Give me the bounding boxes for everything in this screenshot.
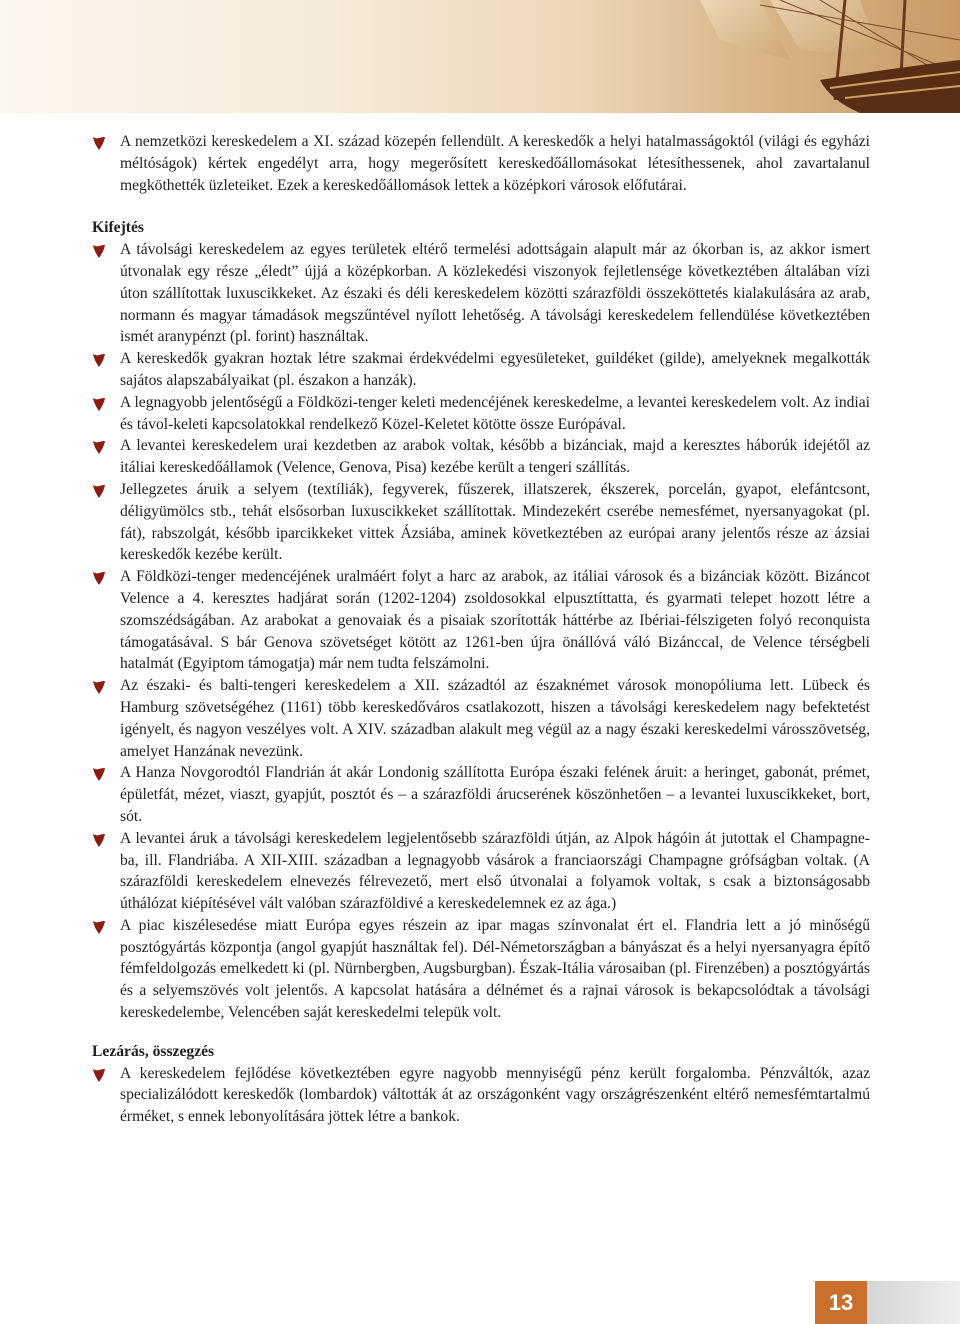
list-item-text: A Hanza Novgorodtól Flandrián át akár Londonig szállította Európa északi felének áruit: a heringet, gabonát, prémet, épületfát, mézet, viaszt, gyapjút, posztót és – a szárazföldi árucserének köszönhetően – a levantei luxuscikkeket, bort, sót. — [120, 764, 870, 825]
list-item — [92, 566, 870, 675]
list-item-text: A legnagyobb jelentőségű a Földközi-tenger keleti medencéjének kereskedelme, a levantei kereskedelem volt. Az indiai és távol-keleti kapcsolatokkal rendelkező Közel-Keletet kötötte össze Európával. — [120, 393, 870, 433]
list-item — [92, 239, 870, 348]
bullet-icon — [92, 354, 106, 367]
ship-illustration — [0, 0, 960, 113]
bullet-icon — [92, 137, 106, 150]
bullet-icon — [92, 768, 106, 781]
bullet-icon — [92, 245, 106, 258]
list-item-text: A piac kiszélesedése miatt Európa egyes részein az ipar magas színvonalat ért el. Flandria lett a jó minőségű posztógyártás központja (angol gyapjút használtak fel). Dél-Németországban a bányászat és a helyi nyersanyagra építő fémfeldolgozás emelkedett ki (pl. Nürnbergben, Augsburgban). Észak-Itália városaiban (pl. Firenzében) a posztógyártás és a selyemszövés volt jelentős. A kapcsolat hatására a délnémet és a rajnai városok is bekapcsolódtak a távolsági kereskedelembe, Velencében saját kereskedelmi telepük volt. — [120, 916, 870, 1022]
section-heading-lezaras: Lezárás, összegzés — [92, 1042, 215, 1060]
bullet-icon — [92, 921, 106, 934]
bullet-icon — [92, 681, 106, 694]
list-item-text: A kereskedelem fejlődése következtében egyre nagyobb mennyiségű pénz került forgalomba. Pénzváltók, azaz specializálódott kereskedők (lombardok) váltották át az országonként vagy országrészenként eltérő nemesfémtartalmú érméket, s ennek lebonyolítására jöttek létre a bankok. — [120, 1064, 870, 1126]
list-item-text: A levantei áruk a távolsági kereskedelem legjelentősebb szárazföldi útján, az Alpok hágóin át jutottak el Champagne-ba, ill. Flandriába. A XII-XIII. században a legnagyobb vásárok a franciaországi Champagne grófságban voltak. (A szárazföldi kereskedelem elnevezés félrevezető, mert első útvonalai a folyamok voltak, s csak a biztonságosabb úthálózat kiépítésével vált valóban szárazföldivé a kereskedelemnek ez az ága.) — [120, 829, 870, 913]
list-item — [92, 675, 870, 762]
page-number: 13 — [815, 1281, 867, 1324]
list-item-text: Az északi- és balti-tengeri kereskedelem a XII. századtól az északnémet városok monopóliuma lett. Lübeck és Hamburg szövetségéhez (1161) több kereskedőváros csatlakozott, hiszen a távolsági kereskedelem nagy befektetést igényelt, és nagyon veszélyes volt. A XIV. században alakult meg végül az a nagy északi kereskedelmi városszövetség, amelyet Hanzának nevezünk. — [120, 677, 870, 760]
list-item-text: Jellegzetes áruik a selyem (textíliák), fegyverek, fűszerek, illatszerek, ékszerek, porcelán, gyapot, elefántcsont, déligyümölcs stb., tehát elsősorban luxuscikkeket szállítottak. Mindezekért cserébe nemesfémet, nyersanyagokat (pl. fát), rabszolgát, később iparcikkeket vittek Ázsiába, aminek következtében az európai arany jelentős része az ázsiai kereskedők kezébe került. — [120, 480, 870, 564]
page-number-strip — [867, 1281, 960, 1324]
intro-paragraph — [92, 131, 870, 196]
list-item — [92, 915, 870, 1024]
intro-text: A nemzetközi kereskedelem a XI. század közepén fellendült. A kereskedők a helyi hatalmasságoktól (világi és egyházi méltóságok) kértek engedélyt arra, hogy megerősített kereskedőállomásokat létesíthessenek, ahol zavartalanul megköthették üzleteiket. Ezek a kereskedőállomások lettek a középkori városok előfutárai. — [120, 133, 870, 194]
bullet-icon — [92, 572, 106, 585]
list-item-text: A levantei kereskedelem urai kezdetben az arabok voltak, később a bizánciak, majd a keresztes háborúk idejétől az itáliai kereskedőállamok (Velence, Genova, Pisa) kezébe került a tengeri szállítás. — [120, 437, 870, 477]
list-item — [92, 828, 870, 915]
bullet-icon — [92, 398, 106, 411]
list-item — [92, 348, 870, 392]
list-item — [92, 762, 870, 827]
main-content — [92, 131, 870, 1128]
list-item-text: A távolsági kereskedelem az egyes területek eltérő termelési adottságain alapult már az ókorban is, az akkor ismert útvonalak egy része „éledt” újjá a középkorban. A közlekedési viszonyok fejletlensége következtében általában vízi úton szállítottak luxuscikkeket. Az északi és déli kereskedelem közötti szárazföldi összeköttetés kialakulására az arab, normann és magyar támadások megszűntével nyílott lehetőség. A távolsági kereskedelem fellendülése következtében ismét aranypénzt (pl. forint) használtak. — [120, 241, 870, 346]
list-item-text: A Földközi-tenger medencéjének uralmáért folyt a harc az arabok, az itáliai városok és a bizánciak között. Bizáncot Velence a 4. keresztes hadjárat során (1202-1204) zsoldosokkal elpusztíttatta, és gyarmati telepet hozott létre a szomszédságában. Az arabokat a genovaiak és a pisaiak szorították háttérbe az Ibériai-félszigeten folyó reconquista támogatásával. S bár Genova szövetséget kötött az 1261-ben újra önállóvá váló Bizánccal, de Velence térségbeli hatalmát (Egyiptom támogatja) már nem tudta felszámolni. — [120, 568, 870, 673]
bullet-icon — [92, 441, 106, 454]
list-item — [92, 479, 870, 566]
bullet-icon — [92, 1069, 106, 1082]
list-item — [92, 392, 870, 436]
bullet-icon — [92, 834, 106, 847]
list-item — [92, 435, 870, 479]
list-item-text: A kereskedők gyakran hoztak létre szakmai érdekvédelmi egyesületeket, guildéket (gilde), amelyeknek megalkották sajátos alapszabályaikat (pl. északon a hanzák). — [120, 350, 870, 389]
header-banner — [0, 0, 960, 113]
list-item — [92, 1063, 870, 1128]
bullet-icon — [92, 485, 106, 498]
section-heading-kifejtes: Kifejtés — [92, 219, 144, 237]
